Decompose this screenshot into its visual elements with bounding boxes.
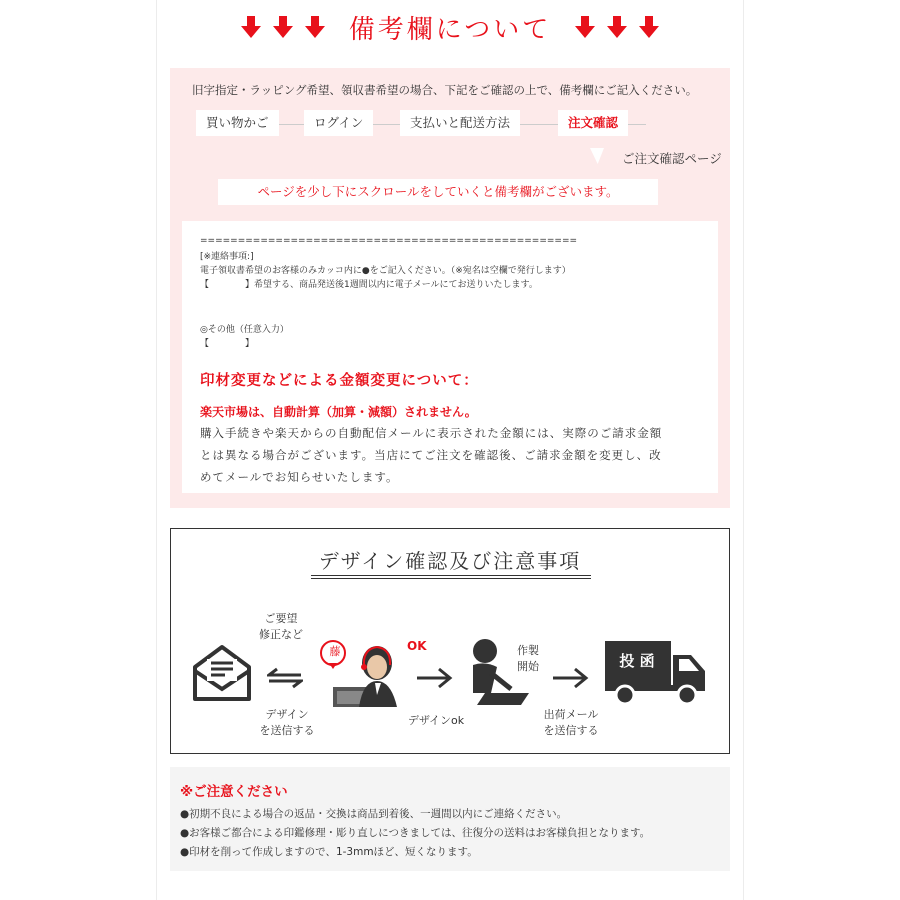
caution-item: ●お客様ご都合による印鑑修理・彫り直しにつきましては、往復分の送料はお客様負担となります。 (180, 827, 651, 839)
down-arrow-icon (639, 16, 659, 38)
caution-item: ●初期不良による場合の返品・交換は商品到着後、一週間以内にご連絡ください。 (180, 808, 568, 820)
ok-label: OK (407, 639, 427, 653)
caution-notes (170, 767, 730, 871)
page-title: 備考欄について (348, 14, 552, 45)
shipping-mail-label: 出荷メール を送信する (543, 708, 599, 737)
price-change-subheading: 楽天市場は、自動計算（加算・減額）されません。 (200, 405, 477, 419)
price-change-text: とは異なる場合がございます。当店にてご注文を確認後、ご請求金額を変更し、改 (200, 448, 662, 462)
remarks-form-sample (182, 221, 718, 493)
caution-item: ●印材を削って作成しますので、1-3mmほど、短くなります。 (180, 846, 478, 858)
production-label: 作製 開始 (517, 644, 539, 673)
form-divider: ================================================== (200, 236, 578, 246)
form-line: 【 】 (200, 339, 255, 349)
form-line: 【 】希望する、商品発送後1週間以内に電子メールにてお送りいたします。 (200, 280, 538, 290)
arrow-group-right (575, 16, 659, 38)
arrow-right-icon (417, 667, 453, 689)
revision-label: ご要望 修正など (259, 612, 303, 641)
remarks-section (170, 68, 730, 508)
down-arrow-icon (305, 16, 325, 38)
form-line: ◎その他（任意入力） (200, 325, 289, 335)
design-confirmation-section (170, 528, 730, 754)
send-design-label: デザイン を送信する (259, 708, 315, 737)
step-login: ログイン (304, 110, 373, 136)
remarks-intro: 旧字指定・ラッピング希望、領収書希望の場合、下記をご確認の上で、備考欄にご記入ください。 (192, 83, 698, 97)
callout-order-confirm-page: ご注文確認ページ (622, 151, 722, 166)
seal-stamp-label: 藤 (329, 645, 341, 658)
callout-pointer (590, 148, 604, 164)
price-change-text: めてメールでお知らせいたします。 (200, 470, 399, 484)
step-payment-shipping: 支払いと配送方法 (400, 110, 520, 136)
down-arrow-icon (241, 16, 261, 38)
down-arrow-icon (273, 16, 293, 38)
price-change-heading: 印材変更などによる金額変更について： (200, 373, 479, 389)
delivery-truck-icon (603, 639, 709, 705)
price-change-text: 購入手続きや楽天からの自動配信メールに表示された金額には、実際のご請求金額 (200, 426, 663, 440)
form-line: 電子領収書希望のお客様のみカッコ内に●をご記入ください。（※宛名は空欄で発行します） (200, 266, 571, 276)
scroll-instruction: ページを少し下にスクロールをしていくと備考欄がございます。 (218, 179, 658, 205)
arrow-group-left (241, 16, 325, 38)
design-section-title: デザイン確認及び注意事項 (318, 549, 582, 573)
truck-label: 投 函 (619, 652, 655, 670)
step-order-confirm: 注文確認 (558, 110, 628, 136)
checkout-steps (196, 110, 716, 138)
step-cart: 買い物かご (196, 110, 279, 136)
design-ok-label: デザインok (407, 714, 465, 727)
down-arrow-icon (575, 16, 595, 38)
section-header (0, 10, 900, 44)
exchange-arrows-icon (267, 667, 303, 689)
mail-icon (191, 641, 253, 703)
down-arrow-icon (607, 16, 627, 38)
title-underline (311, 575, 591, 579)
arrow-right-icon (553, 667, 589, 689)
form-line: [※連絡事項:] (200, 252, 254, 262)
caution-title: ※ご注意ください (180, 784, 288, 800)
